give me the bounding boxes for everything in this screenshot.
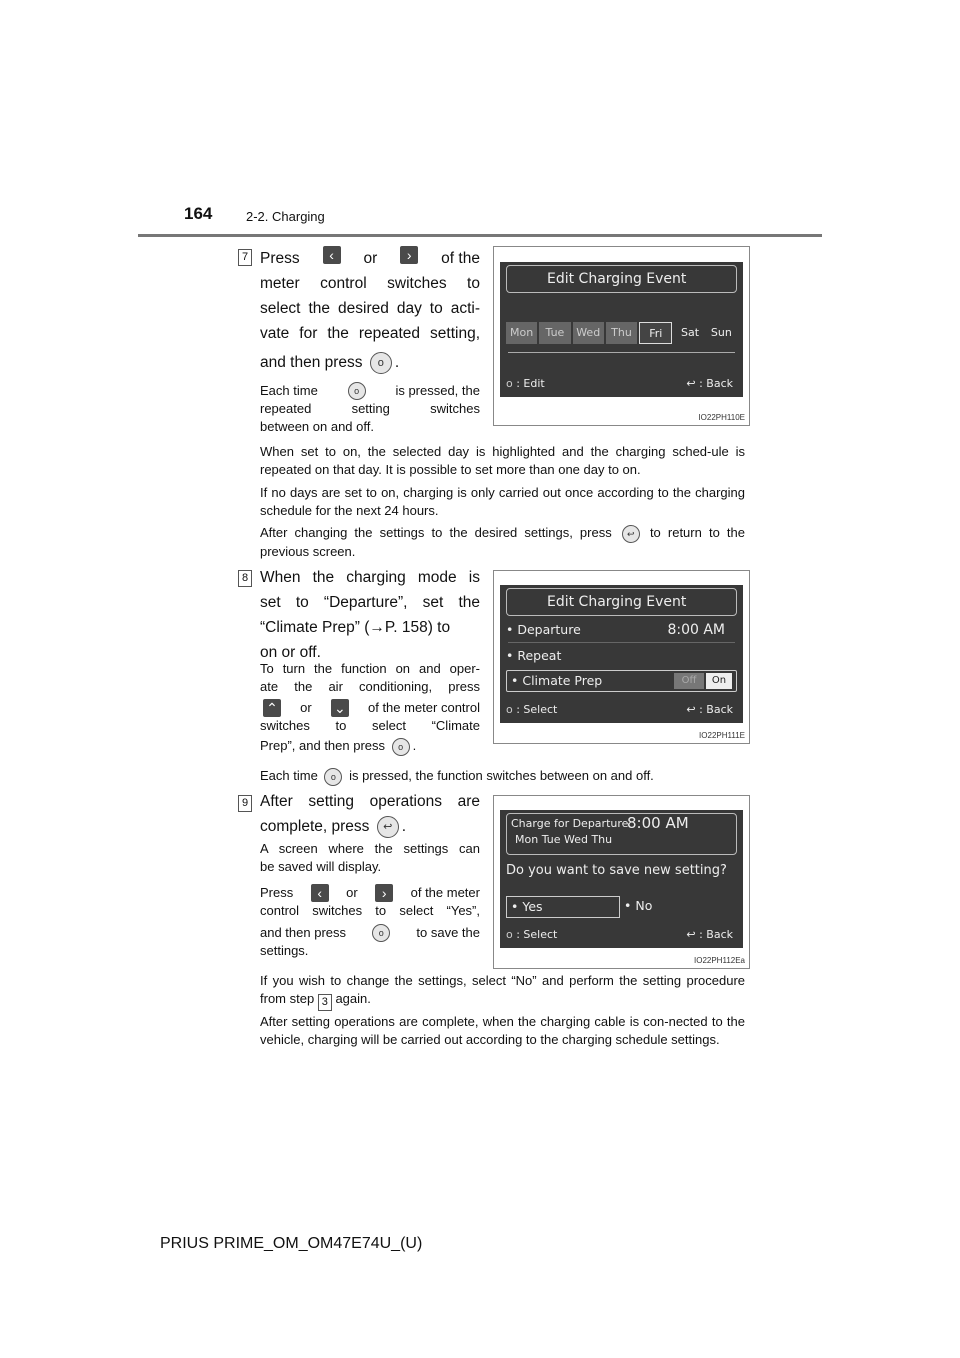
step-number-9: 9 bbox=[238, 795, 252, 812]
step8-main-text: When the charging mode is set to “Departure”, set the “Climate Prep” (→P. 158) to on or off. bbox=[260, 569, 480, 661]
display-screen bbox=[500, 810, 743, 948]
day-wed: Wed bbox=[573, 322, 604, 344]
day-tue: Tue bbox=[539, 322, 570, 344]
back-icon: ↩ bbox=[686, 377, 696, 390]
step9-para-2: After setting operations are complete, when the charging cable is con-nected to the vehicle, charging will be carried out according to the charging schedule settings. bbox=[260, 1014, 745, 1047]
back-icon: ↩ bbox=[686, 928, 696, 941]
step-number-7: 7 bbox=[238, 249, 252, 266]
screen-image-save-setting bbox=[493, 795, 750, 969]
on-option: On bbox=[706, 673, 732, 689]
step7-note: Each time o is pressed, the repeated setting switches between on and off. bbox=[260, 383, 480, 434]
day-mon: Mon bbox=[506, 322, 537, 344]
divider bbox=[508, 352, 735, 353]
step8-para-1: Each time o is pressed, the function switches between on and off. bbox=[260, 767, 745, 786]
dial-icon: o bbox=[506, 703, 513, 716]
screen-title: Charge for Departure 8:00 AM Mon Tue Wed Thu bbox=[506, 813, 737, 855]
ok-button-icon: o bbox=[372, 924, 390, 942]
step9-para-1: If you wish to change the settings, select “No” and perform the setting procedure from step 3 again. bbox=[260, 972, 745, 1009]
yes-option: • Yes bbox=[506, 896, 620, 918]
dial-icon: o bbox=[506, 377, 513, 390]
display-screen bbox=[500, 262, 743, 397]
section-title: 2-2. Charging bbox=[246, 209, 325, 224]
image-code: IO22PH111E bbox=[699, 731, 745, 740]
screen-footer: o : Select ↩ : Back bbox=[506, 928, 733, 941]
right-arrow-icon: › bbox=[400, 246, 418, 264]
step7-para-1: When set to on, the selected day is highlighted and the charging sched-ule is repeated on that day. It is possible to set more than one day to on. bbox=[260, 444, 745, 477]
image-code: IO22PH110E bbox=[698, 413, 745, 422]
back-icon: ↩ bbox=[686, 703, 696, 716]
step7-para-3: After changing the settings to the desired settings, press ↩ to return to the previous screen. bbox=[260, 525, 745, 559]
header-rule bbox=[138, 234, 822, 237]
arrow-icon: → bbox=[369, 619, 385, 636]
step9-main-text: After setting operations are complete, press ↩ . bbox=[260, 789, 480, 839]
yes-no-row bbox=[506, 896, 737, 916]
step-number-8: 8 bbox=[238, 570, 252, 587]
day-selector bbox=[506, 322, 737, 344]
divider bbox=[508, 642, 735, 643]
step7-main-text: Press ‹ or › of the meter control switches to select the desired day to acti- vate for the repeated setting, and then press o . bbox=[260, 246, 480, 375]
back-button-icon: ↩ bbox=[377, 816, 399, 838]
climate-prep-row: • Climate Prep Off On bbox=[506, 670, 737, 692]
step7-para-2: If no days are set to on, charging is only carried out once according to the charging schedule for the next 24 hours. bbox=[260, 485, 745, 518]
step9-note: A screen where the settings can be saved will display. Press ‹ or › of the meter control switches to select “Yes”, and then press o to save the settings. bbox=[260, 841, 480, 958]
up-arrow-icon: ⌃ bbox=[263, 699, 281, 717]
step-reference-3: 3 bbox=[318, 994, 332, 1011]
down-arrow-icon: ⌄ bbox=[331, 699, 349, 717]
departure-row: • Departure 8:00 AM bbox=[506, 622, 725, 638]
display-screen bbox=[500, 585, 743, 723]
off-option: Off bbox=[674, 673, 704, 689]
dial-icon: o bbox=[506, 928, 513, 941]
page-number: 164 bbox=[184, 204, 213, 223]
step8-note: To turn the function on and oper- ate the air conditioning, press ⌃ or ⌄ of the meter control switches to select “Climate Prep”, and then press o . bbox=[260, 660, 480, 756]
screen-title: Edit Charging Event bbox=[506, 588, 737, 616]
left-arrow-icon: ‹ bbox=[311, 884, 329, 902]
day-fri: Fri bbox=[639, 322, 672, 344]
day-thu: Thu bbox=[606, 322, 637, 344]
image-code: IO22PH112Ea bbox=[694, 956, 745, 965]
back-button-icon: ↩ bbox=[622, 525, 640, 543]
ok-button-icon: o bbox=[370, 352, 392, 374]
ok-button-icon: o bbox=[348, 382, 366, 400]
left-arrow-icon: ‹ bbox=[323, 246, 341, 264]
ok-button-icon: o bbox=[324, 768, 342, 786]
screen-title: Edit Charging Event bbox=[506, 265, 737, 293]
repeat-row: • Repeat bbox=[506, 648, 562, 663]
save-question: Do you want to save new setting? bbox=[506, 863, 727, 878]
screen-footer: o : Select ↩ : Back bbox=[506, 703, 733, 716]
screen-image-climate-prep bbox=[493, 570, 750, 744]
day-sun: Sun bbox=[710, 326, 732, 339]
ok-button-icon: o bbox=[392, 738, 410, 756]
no-option: • No bbox=[624, 898, 653, 913]
footer-doc-id: PRIUS PRIME_OM_OM47E74U_(U) bbox=[160, 1235, 423, 1252]
day-sat: Sat bbox=[681, 326, 700, 339]
screen-footer: o : Edit ↩ : Back bbox=[506, 377, 733, 390]
right-arrow-icon: › bbox=[375, 884, 393, 902]
screen-image-edit-days bbox=[493, 246, 750, 426]
